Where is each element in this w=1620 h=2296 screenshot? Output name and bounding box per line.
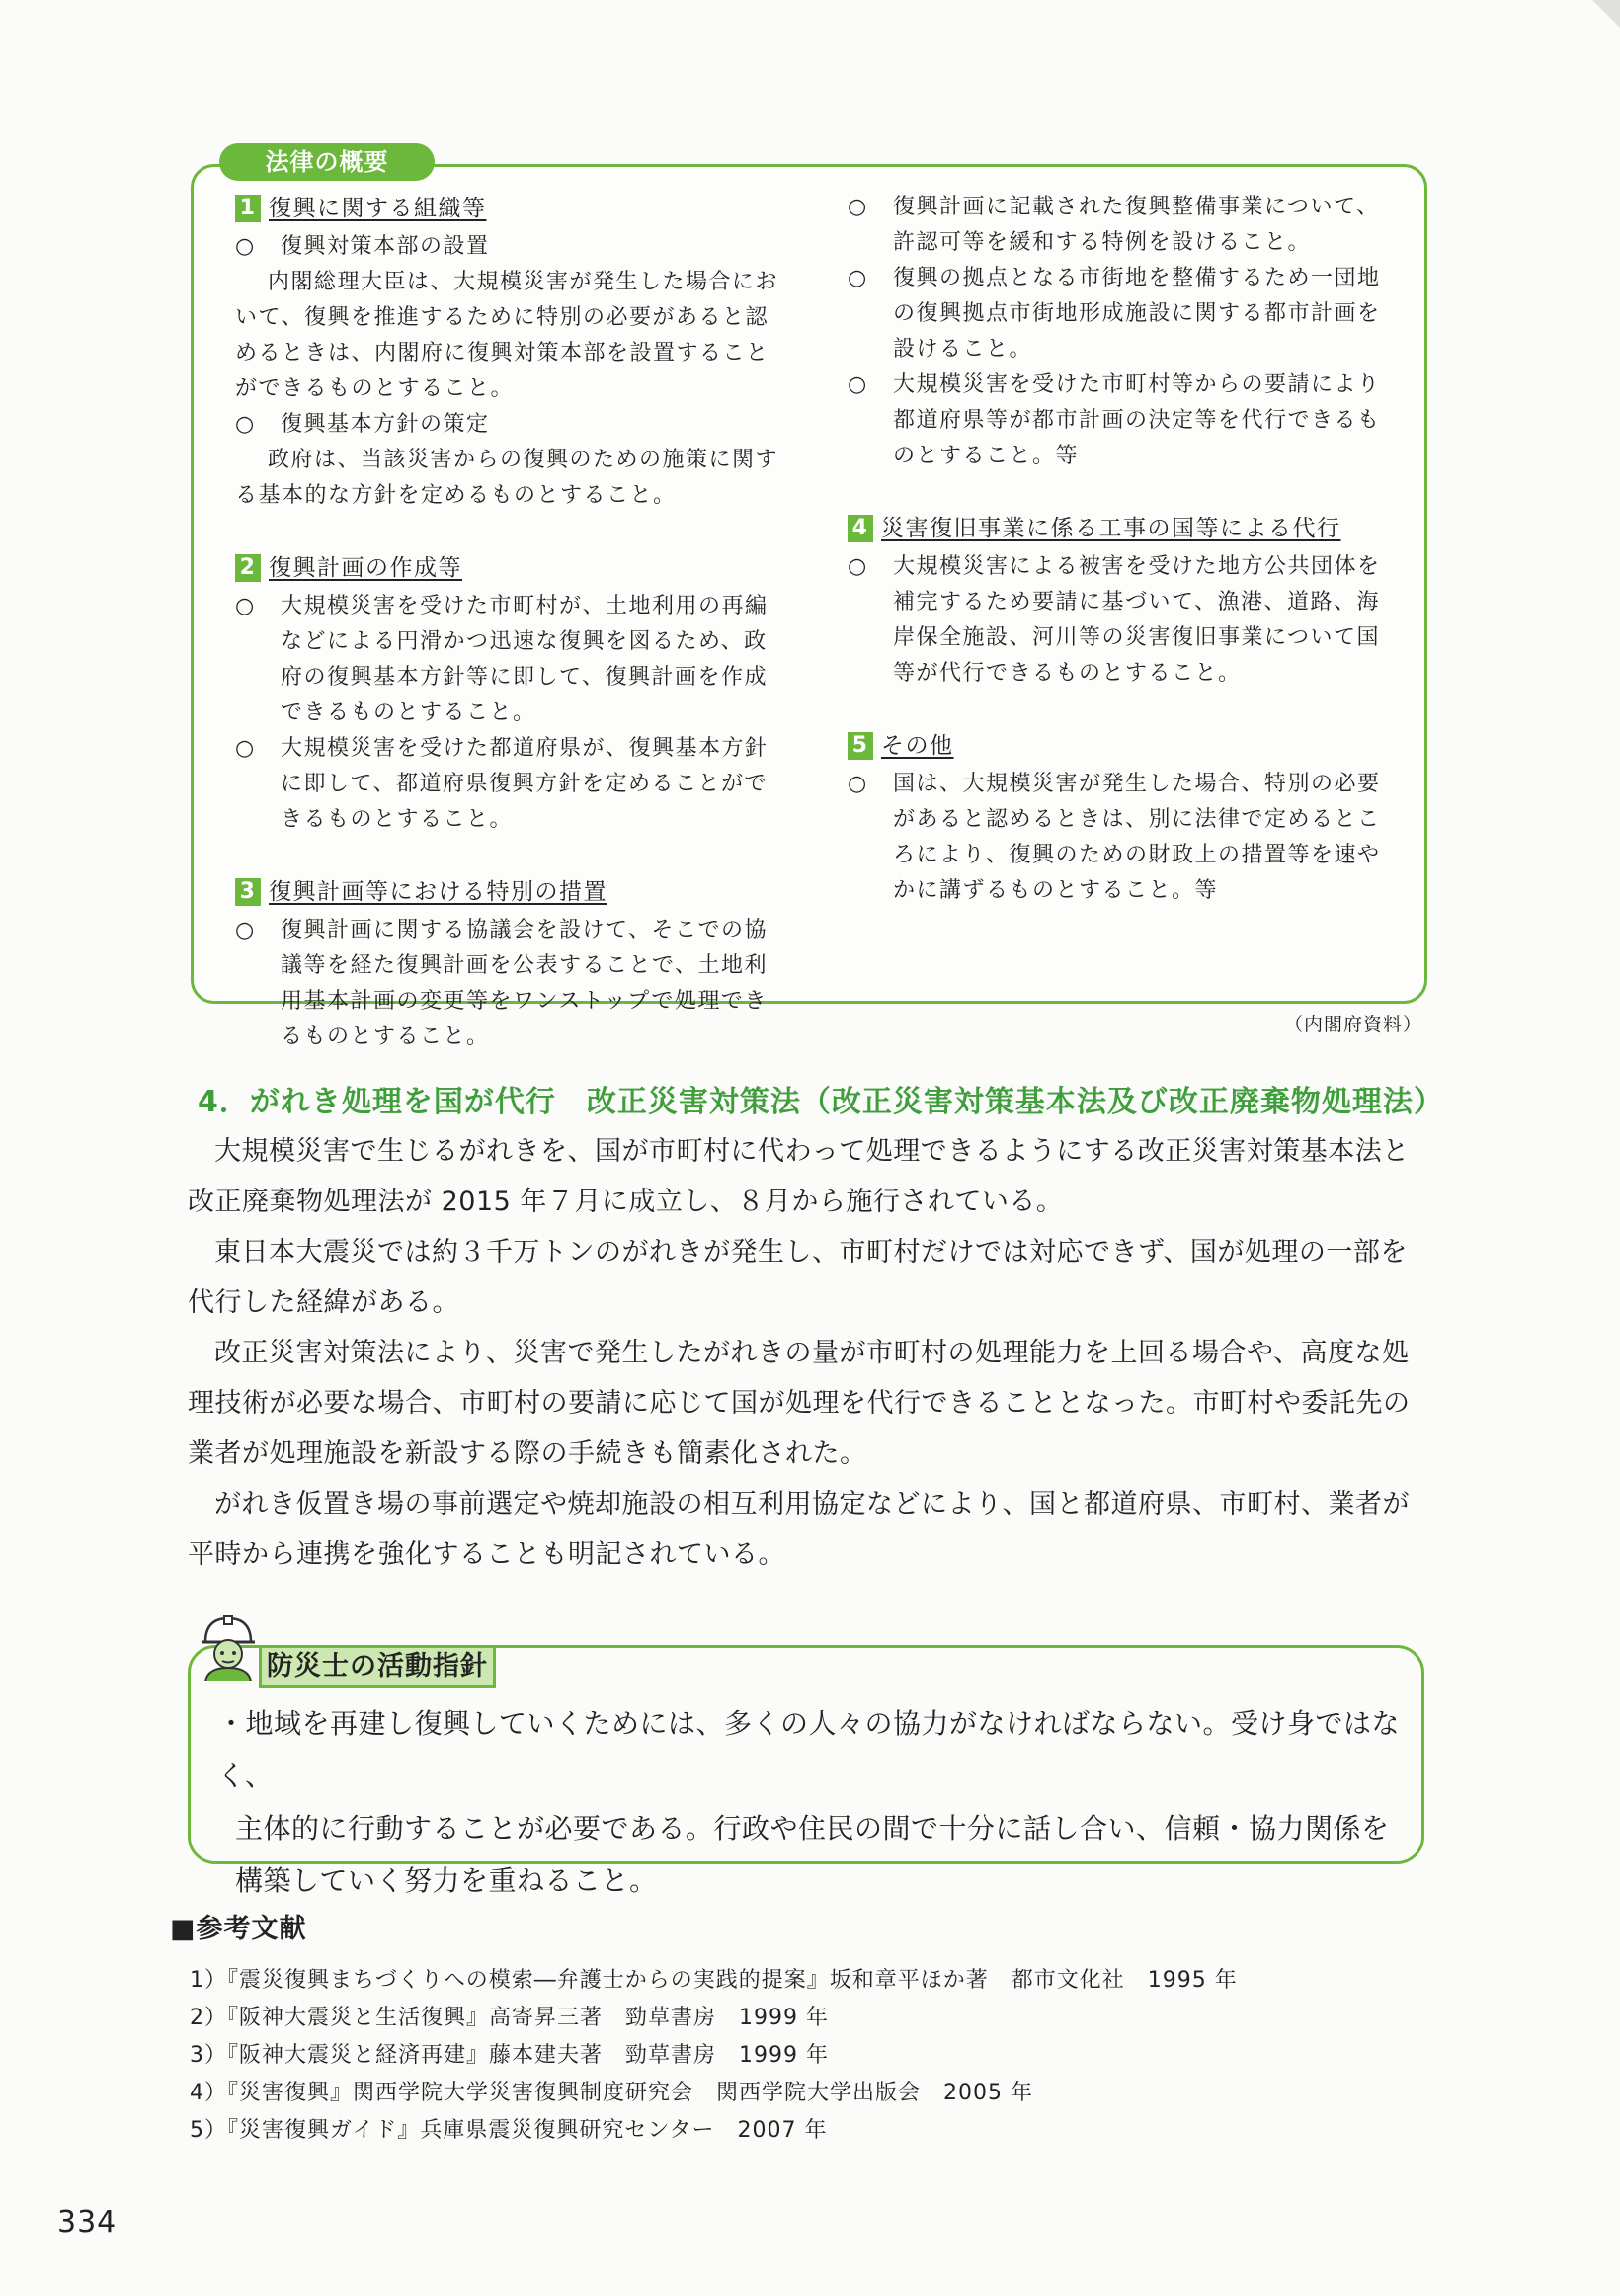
item-text: 復興計画に関する協議会を設けて、そこでの協議等を経た復興計画を公表することで、土地利用基本計画の変更等をワンストップで処理できるものとすること。 (281, 918, 769, 1049)
paragraph: 改正災害対策法により、災害で発生したがれきの量が市町村の処理能力を上回る場合や、高度な処理技術が必要な場合、市町村の要請に応じて国が処理を代行できることとなった。市町村や委託先の業者が処理施設を新設する際の手続きも簡素化された。 (188, 1338, 1411, 1469)
paragraph: 東日本大震災では約３千万トンのがれきが発生し、市町村だけでは対応できず、国が処理の一部を代行した経緯がある。 (188, 1237, 1408, 1318)
guideline-text (217, 1697, 1403, 1907)
section-1-header (235, 190, 788, 227)
section-title: 災害復旧事業に係る工事の国等による代行 (881, 516, 1341, 541)
section-number: 5 (848, 732, 873, 760)
bullet-circle-icon: ○ (235, 412, 256, 437)
section-3-header (235, 873, 788, 911)
section-4-header (848, 510, 1399, 547)
references-heading: ■参考文献 (170, 1914, 307, 1944)
section-heading: 4．がれき処理を国が代行 改正災害対策法（改正災害対策基本法及び改正廃棄物処理法） (198, 1085, 1444, 1119)
section-2-header (235, 549, 788, 587)
list-item (235, 229, 788, 265)
list-item (848, 549, 1399, 692)
guideline-line: 主体的に行動することが必要である。行政や住民の間で十分に話し合い、信頼・協力関係を構築していく努力を重ねること。 (235, 1812, 1390, 1897)
list-item (235, 407, 788, 443)
item-heading: 復興対策本部の設置 (281, 234, 490, 259)
section-number: 1 (235, 195, 261, 222)
reference-item: 3）『阪神大震災と経済再建』藤本建夫著 勁草書房 1999 年 (190, 2043, 829, 2068)
bullet-circle-icon: ○ (848, 195, 868, 219)
paragraph: 大規模災害で生じるがれきを、国が市町村に代わって処理できるようにする改正災害対策基本法と改正廃棄物処理法が 2015 年７月に成立し、８月から施行されている。 (188, 1136, 1410, 1217)
law-overview-left-column (235, 190, 788, 1055)
list-item (848, 368, 1399, 474)
list-item (848, 261, 1399, 368)
section-number: 4 (848, 515, 873, 542)
item-text: 大規模災害を受けた市町村等からの要請により都道府県等が都市計画の決定等を代行できるものとすること。等 (893, 372, 1381, 468)
item-text: 大規模災害を受けた市町村が、土地利用の再編などによる円滑かつ迅速な復興を図るため、政府の復興基本方針等に即して、復興計画を作成できるものとすること。 (281, 594, 769, 725)
section-title: 復興に関する組織等 (269, 196, 487, 221)
page-corner (1592, 0, 1620, 28)
guideline-tab: 防災士の活動指針 (259, 1645, 496, 1688)
list-item (235, 589, 788, 731)
guideline-line: ・地域を再建し復興していくためには、多くの人々の協力がなければならない。受け身ではなく、 (217, 1707, 1401, 1792)
item-text: 政府は、当該災害からの復興のための施策に関する基本的な方針を定めるものとすること。 (235, 448, 779, 508)
item-text: 大規模災害を受けた都道府県が、復興基本方針に即して、都道府県復興方針を定めることができるものとすること。 (281, 736, 769, 832)
item-text: 大規模災害による被害を受けた地方公共団体を補完するため要請に基づいて、漁港、道路、海岸保全施設、河川等の災害復旧事業について国等が代行できるものとすること。 (893, 554, 1381, 686)
section-5-header (848, 727, 1399, 765)
item-text: 内閣総理大臣は、大規模災害が発生した場合において、復興を推進するために特別の必要があると認めるときは、内閣府に復興対策本部を設置することができるものとすること。 (235, 270, 779, 401)
source-note: （内閣府資料） (1284, 1014, 1423, 1035)
section-title: 復興計画等における特別の措置 (269, 879, 608, 905)
section-title: その他 (881, 733, 954, 759)
bullet-circle-icon: ○ (848, 266, 868, 290)
section-number: 2 (235, 554, 261, 582)
list-item (848, 190, 1399, 261)
section-title: 復興計画の作成等 (269, 555, 462, 581)
bullet-circle-icon: ○ (848, 554, 868, 579)
page-number: 334 (57, 2205, 118, 2240)
list-item (235, 731, 788, 838)
helmet-person-icon (198, 1612, 259, 1681)
references-list (190, 1962, 1238, 2150)
bullet-circle-icon: ○ (848, 772, 868, 796)
item-text: 復興の拠点となる市街地を整備するため一団地の復興拠点市街地形成施設に関する都市計画を設けること。 (893, 266, 1381, 362)
list-item (848, 767, 1399, 909)
bullet-circle-icon: ○ (235, 736, 256, 761)
item-text: 国は、大規模災害が発生した場合、特別の必要があると認めるときは、別に法律で定めるところにより、復興のための財政上の措置等を速やかに講ずるものとすること。等 (893, 772, 1381, 903)
law-overview-right-column (848, 190, 1399, 909)
reference-item: 5）『災害復興ガイド』兵庫県震災復興研究センター 2007 年 (190, 2118, 828, 2143)
bullet-circle-icon: ○ (235, 234, 256, 259)
bullet-circle-icon: ○ (235, 918, 256, 943)
bullet-circle-icon: ○ (235, 594, 256, 618)
reference-item: 1）『震災復興まちづくりへの模索―弁護士からの実践的提案』坂和章平ほか著 都市文化社 1995 年 (190, 1968, 1238, 1993)
bullet-circle-icon: ○ (848, 372, 868, 397)
list-item (235, 913, 788, 1055)
section-body (188, 1126, 1422, 1580)
reference-item: 2）『阪神大震災と生活復興』高寄昇三著 勁草書房 1999 年 (190, 2006, 829, 2030)
reference-item: 4）『災害復興』関西学院大学災害復興制度研究会 関西学院大学出版会 2005 年 (190, 2081, 1033, 2105)
item-heading: 復興基本方針の策定 (281, 412, 490, 437)
section-number: 3 (235, 878, 261, 906)
item-text: 復興計画に記載された復興整備事業について、許認可等を緩和する特例を設けること。 (893, 195, 1380, 255)
paragraph: がれき仮置き場の事前選定や焼却施設の相互利用協定などにより、国と都道府県、市町村、業者が平時から連携を強化することも明記されている。 (188, 1489, 1410, 1570)
law-overview-tab: 法律の概要 (219, 143, 435, 181)
